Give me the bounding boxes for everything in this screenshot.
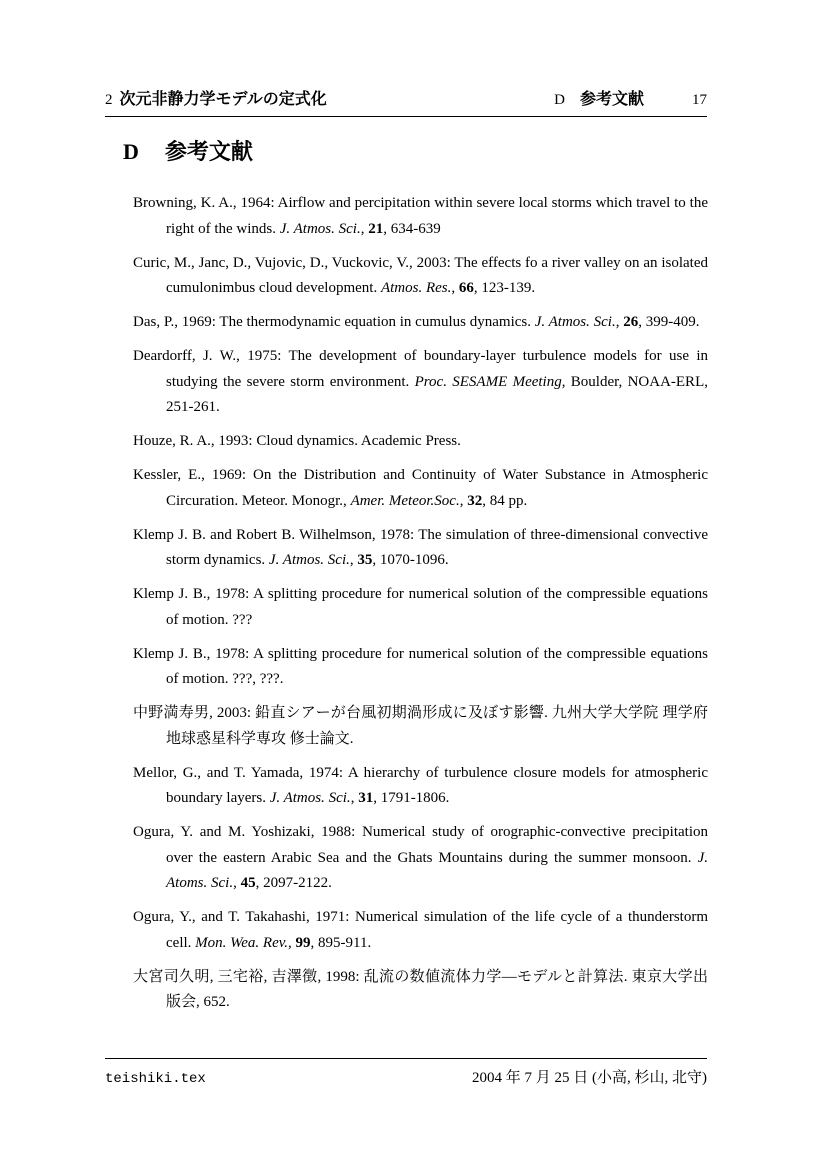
reference-segment: , — [288, 934, 296, 951]
reference-segment: , Boulder, NOAA-ERL, 251-261. — [166, 373, 708, 415]
reference-item — [133, 965, 708, 1016]
chapter-title: 次元非静力学モデルの定式化 — [119, 91, 327, 108]
reference-segment: , — [360, 220, 369, 237]
reference-segment: , — [350, 790, 359, 806]
footer-filename: teishiki.tex — [105, 1071, 206, 1087]
reference-item — [133, 523, 708, 574]
reference-list — [133, 191, 708, 1024]
section-letter: D — [123, 139, 139, 164]
reference-item — [133, 701, 708, 752]
reference-segment: Klemp J. B., 1978: A splitting procedure for numerical solution of the compressible equations of motion. ??? — [133, 586, 708, 628]
reference-item — [133, 191, 708, 242]
reference-segment: Browning, K. A., 1964: Airflow and percipitation within severe local storms which travel to the right of the winds. — [133, 195, 708, 237]
reference-item — [133, 642, 708, 693]
reference-segment: , 895-911. — [310, 934, 372, 951]
reference-segment: , 634-639 — [383, 220, 441, 237]
reference-segment: Atmos. Res. — [380, 280, 452, 296]
reference-segment: Das, P., 1969: The thermodynamic equation in cumulus dynamics. — [133, 314, 535, 330]
reference-segment: , — [615, 314, 624, 330]
reference-segment: J. Atmos. Sci. — [534, 314, 616, 330]
reference-segment: , — [349, 552, 358, 568]
reference-segment: J. Atmos. Sci. — [268, 552, 350, 568]
reference-item — [133, 463, 708, 514]
reference-segment: 45 — [240, 875, 256, 891]
reference-segment: , — [459, 492, 468, 509]
footer-date: 2004 年 7 月 25 日 (小高, 杉山, 北守) — [472, 1070, 707, 1086]
running-head-right — [554, 86, 707, 109]
reference-item — [133, 582, 708, 633]
reference-segment: Houze, R. A., 1993: Cloud dynamics. Academic Press. — [133, 433, 461, 449]
section-title-text: 参考文献 — [164, 139, 253, 164]
reference-segment: , 1791-1806. — [373, 790, 450, 806]
reference-segment: 中野満寿男, 2003: 鉛直シアーが台風初期渦形成に及ぼす影響. 九州大学大学院 理学府 地球惑星科学専攻 修士論文. — [133, 705, 708, 747]
reference-segment: Deardorff, J. W., 1975: The development of boundary-layer turbulence models for use in studying the severe storm environment. — [133, 348, 708, 390]
reference-segment: 99 — [295, 934, 311, 951]
reference-item — [133, 310, 708, 336]
running-section-title: 参考文献 — [579, 91, 644, 108]
reference-segment: Amer. Meteor.Soc. — [350, 492, 460, 509]
page-header — [105, 86, 707, 117]
reference-segment: 21 — [368, 220, 384, 237]
reference-segment: Kessler, E., 1969: On the Distribution and Continuity of Water Substance in Atmospheric Circuration. Meteor. Monogr., — [133, 467, 708, 509]
reference-segment: Mon. Wea. Rev. — [195, 934, 289, 951]
section-heading — [123, 139, 253, 165]
reference-segment: 31 — [358, 790, 374, 806]
page-footer — [105, 1058, 707, 1087]
reference-segment: , 1070-1096. — [372, 552, 449, 568]
reference-item — [133, 429, 708, 455]
reference-segment: J. Atoms. Sci. — [166, 849, 708, 891]
reference-item — [133, 905, 708, 956]
reference-segment: Klemp J. B., 1978: A splitting procedure for numerical solution of the compressible equations of motion. ???, ???. — [133, 645, 708, 687]
reference-segment: Klemp J. B. and Robert B. Wilhelmson, 1978: The simulation of three-dimensional convective storm dynamics. — [133, 526, 708, 568]
reference-segment: 26 — [623, 314, 639, 330]
reference-segment: 32 — [467, 492, 483, 509]
reference-segment: Proc. SESAME Meeting — [414, 373, 562, 390]
reference-segment: , — [233, 875, 241, 891]
reference-segment: 66 — [458, 280, 474, 296]
reference-segment: , 2097-2122. — [255, 875, 332, 891]
chapter-number: 2 — [105, 92, 113, 108]
running-head-left — [105, 86, 327, 109]
reference-segment: , 123-139. — [473, 280, 536, 296]
reference-segment: J. Atmos. Sci. — [269, 790, 351, 806]
page-number: 17 — [692, 92, 707, 108]
reference-segment: Mellor, G., and T. Yamada, 1974: A hierarchy of turbulence closure models for atmospheric boundary layers. — [133, 764, 708, 806]
reference-segment: Ogura, Y., and T. Takahashi, 1971: Numerical simulation of the life cycle of a thunderstorm cell. — [133, 909, 708, 951]
reference-segment: , 84 pp. — [482, 492, 528, 509]
reference-item — [133, 344, 708, 421]
reference-segment: , — [451, 280, 459, 296]
reference-segment: J. Atmos. Sci. — [279, 220, 361, 237]
reference-item — [133, 761, 708, 812]
reference-segment: , 399-409. — [638, 314, 700, 330]
reference-item — [133, 251, 708, 302]
reference-segment: 35 — [357, 552, 373, 568]
reference-segment: Curic, M., Janc, D., Vujovic, D., Vuckovic, V., 2003: The effects fo a river valley on an isolated cumulonimbus cloud development. — [133, 254, 708, 296]
running-section-letter: D — [554, 92, 565, 108]
reference-item — [133, 820, 708, 897]
reference-segment: Ogura, Y. and M. Yoshizaki, 1988: Numerical study of orographic-convective precipitation over the eastern Arabic Sea and the Ghats Mountains during the summer monsoon. — [133, 824, 708, 866]
reference-segment: 大宮司久明, 三宅裕, 吉澤徴, 1998: 乱流の数値流体力学—モデルと計算法. 東京大学出版会, 652. — [133, 968, 708, 1010]
